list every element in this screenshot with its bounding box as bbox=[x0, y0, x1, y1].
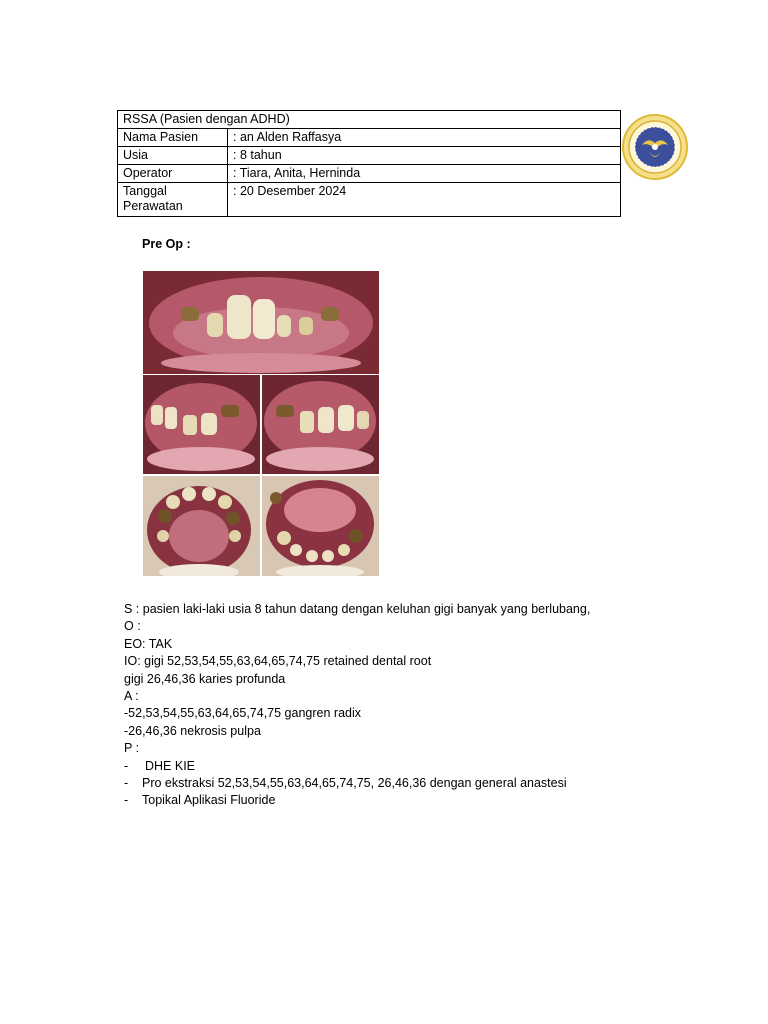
table-title-row bbox=[118, 111, 621, 129]
objective-heading: O : bbox=[124, 619, 141, 634]
list-item bbox=[124, 758, 744, 775]
plan-item: Pro ekstraksi 52,53,54,55,63,64,65,74,75, 26,46,36 dengan general anastesi bbox=[142, 776, 567, 791]
bullet-dash: - bbox=[124, 758, 129, 773]
preop-heading: Pre Op : bbox=[142, 237, 191, 251]
row-label: Nama Pasien bbox=[118, 129, 228, 147]
plan-heading: P : bbox=[124, 741, 140, 756]
plan-item: DHE KIE bbox=[145, 758, 196, 773]
intraoral-line-1: IO: gigi 52,53,54,55,63,64,65,74,75 retained dental root bbox=[124, 654, 432, 669]
list-item bbox=[124, 775, 744, 792]
soap-notes bbox=[124, 601, 744, 810]
assessment-line-1: -52,53,54,55,63,64,65,74,75 gangren radix bbox=[124, 706, 361, 721]
right-lateral-photo bbox=[143, 375, 260, 474]
row-label: Tanggal Perawatan bbox=[118, 183, 228, 217]
table-row bbox=[118, 147, 621, 165]
list-item bbox=[124, 792, 744, 809]
plan-item: Topikal Aplikasi Fluoride bbox=[142, 793, 276, 808]
row-value: : 20 Desember 2024 bbox=[228, 183, 621, 217]
subjective-line: S : pasien laki-laki usia 8 tahun datang dengan keluhan gigi banyak yang berlubang, bbox=[124, 602, 591, 616]
table-row bbox=[118, 183, 621, 217]
row-label: Operator bbox=[118, 165, 228, 183]
row-label: Usia bbox=[118, 147, 228, 165]
bullet-dash: - bbox=[124, 776, 129, 791]
upper-occlusal-photo bbox=[143, 476, 260, 576]
row-value: : Tiara, Anita, Herninda bbox=[228, 165, 621, 183]
patient-info-table bbox=[117, 110, 621, 217]
left-lateral-photo bbox=[262, 375, 379, 474]
table-row bbox=[118, 165, 621, 183]
frontal-photo bbox=[143, 271, 379, 374]
assessment-line-2: -26,46,36 nekrosis pulpa bbox=[124, 723, 261, 738]
intraoral-photo-collage bbox=[143, 271, 379, 576]
intraoral-line-2: gigi 26,46,36 karies profunda bbox=[124, 671, 286, 686]
row-value: : an Alden Raffasya bbox=[228, 129, 621, 147]
extraoral-line: EO: TAK bbox=[124, 636, 173, 651]
lower-occlusal-photo bbox=[262, 476, 379, 576]
assessment-heading: A : bbox=[124, 689, 139, 704]
row-value: : 8 tahun bbox=[228, 147, 621, 165]
table-title: RSSA (Pasien dengan ADHD) bbox=[118, 111, 621, 129]
university-seal-icon bbox=[622, 111, 688, 183]
table-row bbox=[118, 129, 621, 147]
bullet-dash: - bbox=[124, 793, 129, 808]
